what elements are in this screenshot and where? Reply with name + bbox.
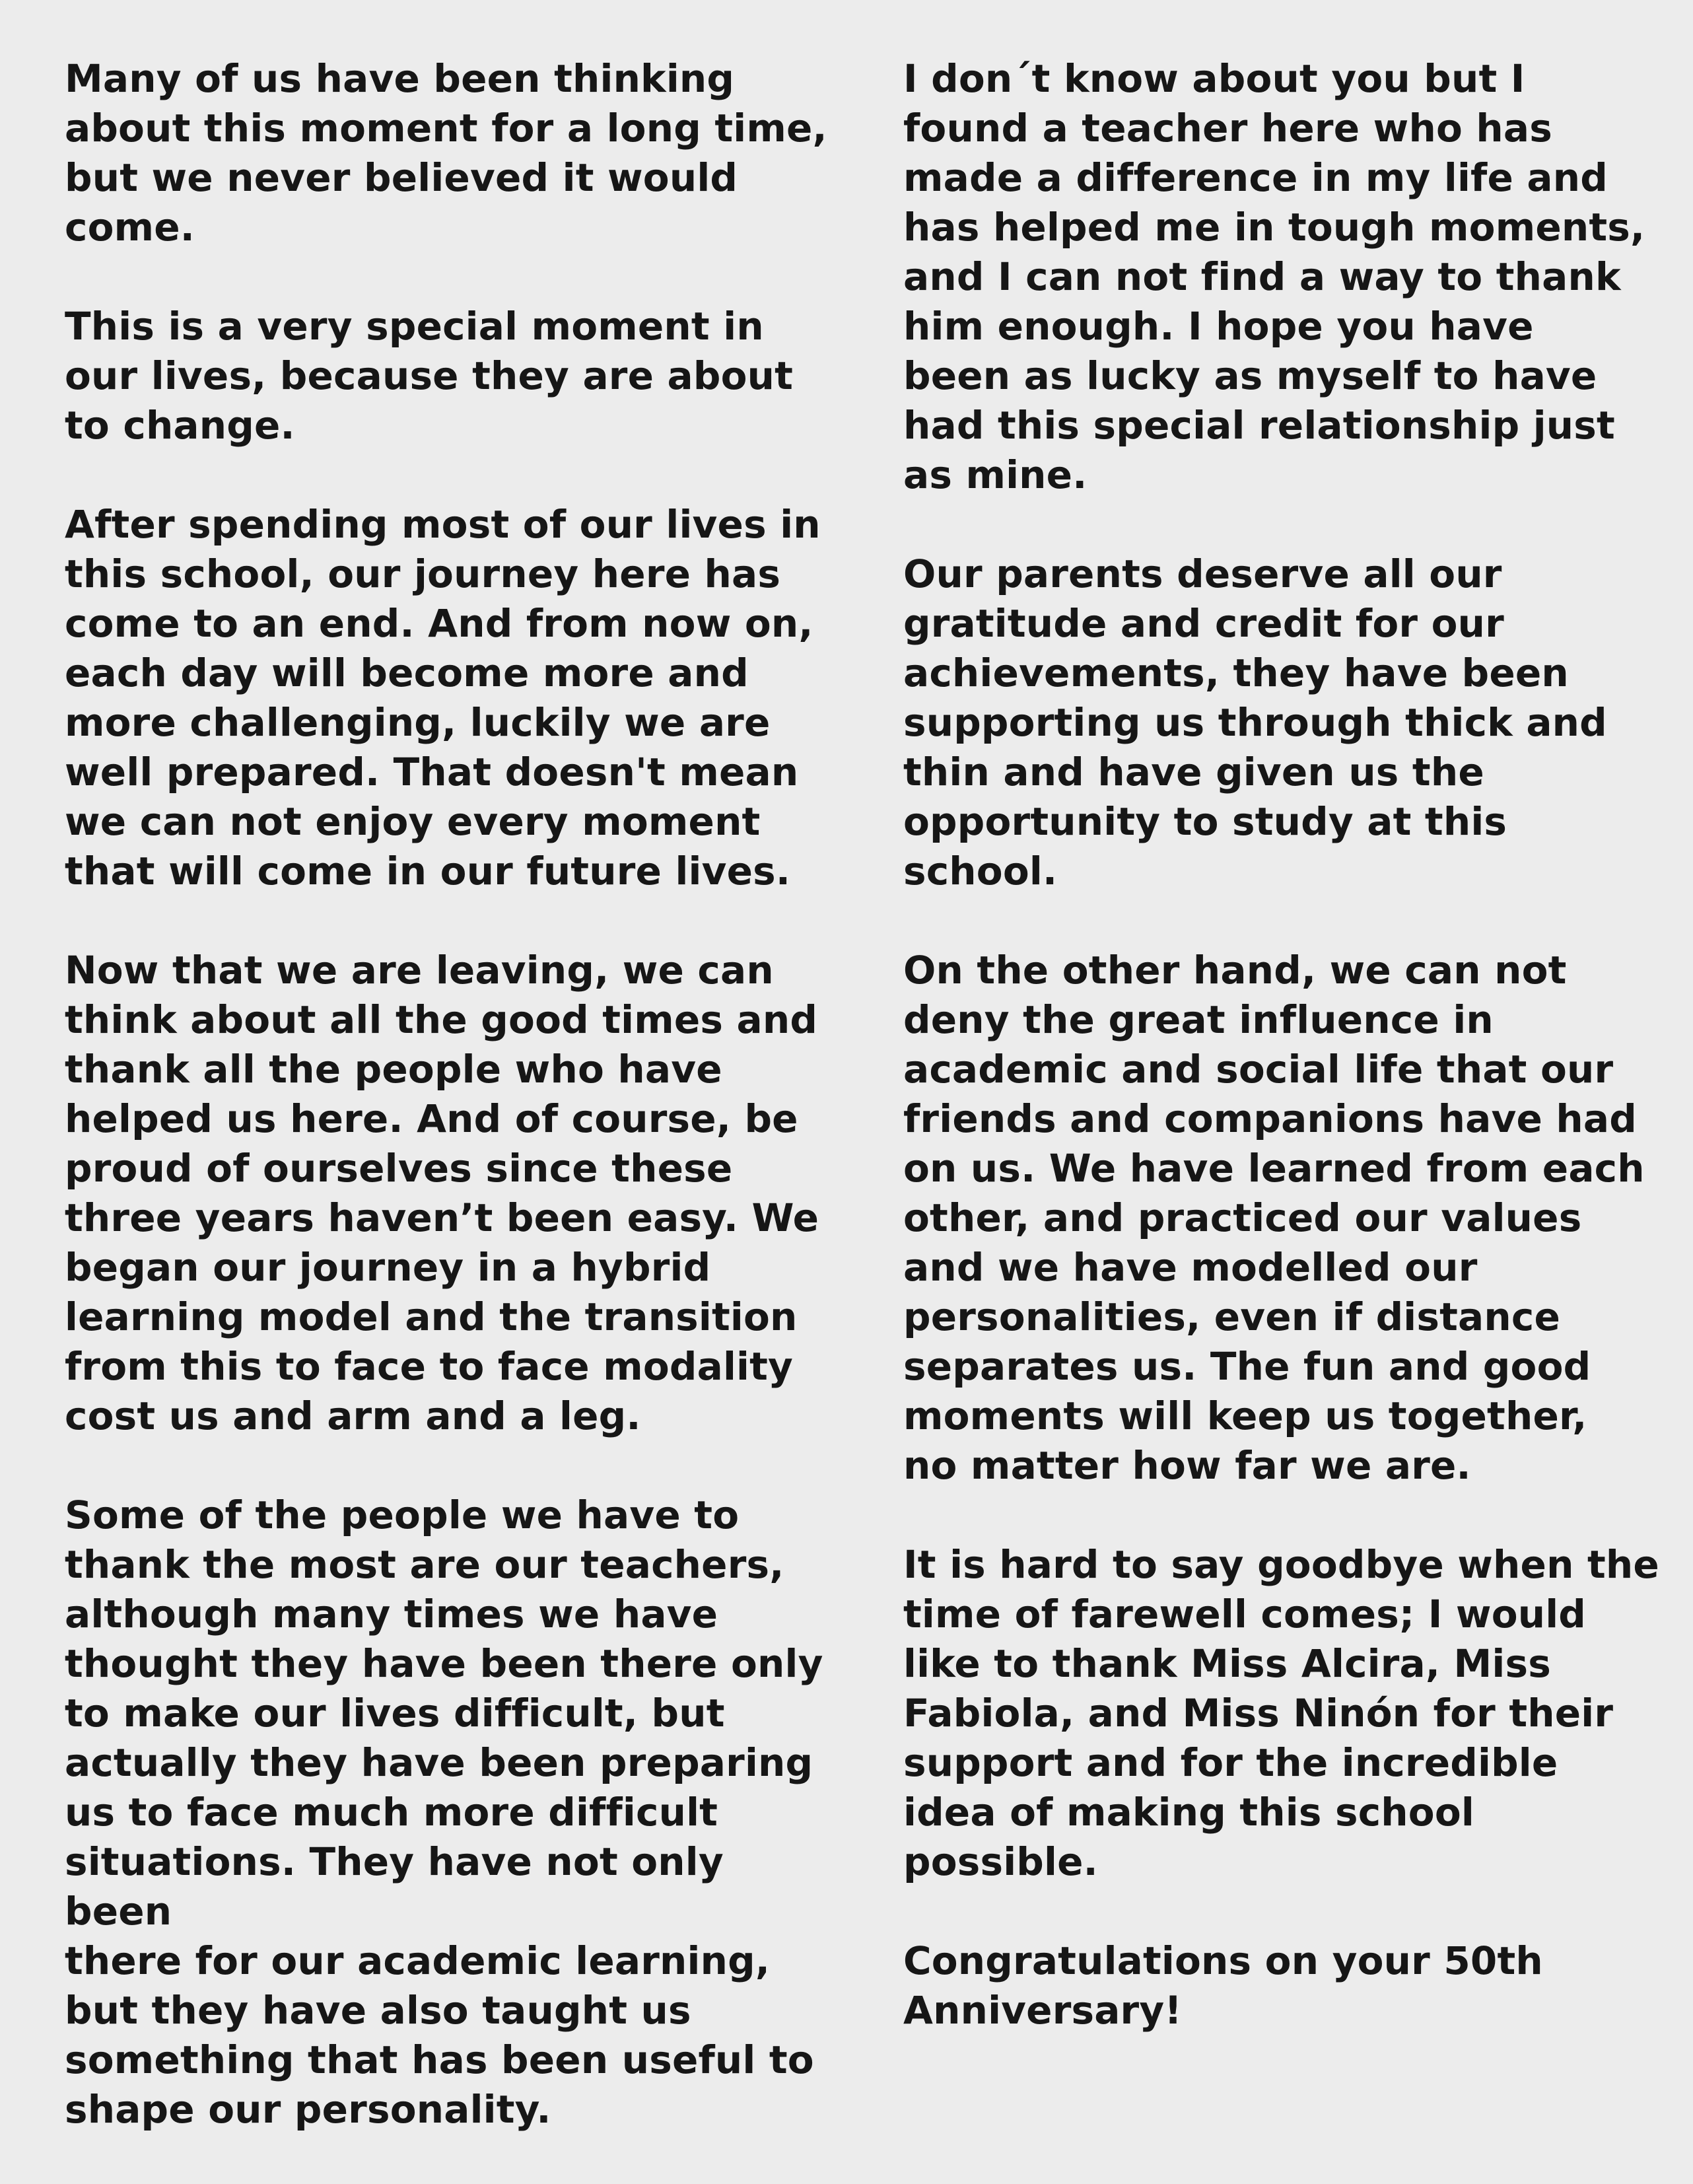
text-line: think about all the good times and	[65, 997, 818, 1042]
text-line: been as lucky as myself to have	[903, 353, 1597, 398]
text-line: Anniversary!	[903, 1988, 1183, 2033]
right-column	[903, 54, 1676, 2085]
text-line: Fabiola, and Miss Ninón for their	[903, 1691, 1614, 1736]
text-line: although many times we have	[65, 1592, 718, 1637]
text-line: thought they have been there only	[65, 1641, 823, 1686]
text-line: but we never believed it would	[65, 155, 738, 200]
text-line: moments will keep us together,	[903, 1393, 1587, 1438]
text-line: After spending most of our lives in	[65, 502, 821, 547]
paragraph	[903, 549, 1676, 896]
text-line: us to face much more difficult	[65, 1790, 718, 1835]
text-line: like to thank Miss Alcira, Miss	[903, 1641, 1551, 1686]
text-line: thin and have given us the	[903, 750, 1484, 794]
text-line: other, and practiced our values	[903, 1195, 1582, 1240]
text-line: Many of us have been thinking	[65, 56, 735, 101]
text-line: cost us and arm and a leg.	[65, 1393, 641, 1438]
text-line: but they have also taught us	[65, 1988, 691, 2033]
text-line: this school, our journey here has	[65, 551, 781, 596]
text-line: separates us. The fun and good	[903, 1344, 1591, 1389]
paragraph	[65, 54, 837, 252]
text-line: found a teacher here who has	[903, 106, 1552, 151]
text-line: gratitude and credit for our	[903, 601, 1504, 646]
text-line: as mine.	[903, 452, 1088, 497]
text-line: we can not enjoy every moment	[65, 799, 761, 844]
paragraph	[65, 1491, 837, 2134]
text-line: there for our academic learning,	[65, 1938, 771, 1983]
text-line: Our parents deserve all our	[903, 551, 1502, 596]
paragraph	[65, 302, 837, 450]
text-line: come.	[65, 205, 195, 250]
text-line: three years haven’t been easy. We	[65, 1195, 819, 1240]
text-line: possible.	[903, 1839, 1098, 1884]
text-line: to change.	[65, 403, 295, 448]
text-line: thank the most are our teachers,	[65, 1542, 784, 1587]
text-line: no matter how far we are.	[903, 1443, 1471, 1488]
text-line: Some of the people we have to	[65, 1493, 740, 1537]
paragraph	[903, 946, 1676, 1491]
text-line: well prepared. That doesn't mean	[65, 750, 799, 794]
text-line: to make our lives difficult, but	[65, 1691, 725, 1736]
text-line: helped us here. And of course, be	[65, 1096, 798, 1141]
text-line: school.	[903, 849, 1058, 894]
text-line: and we have modelled our	[903, 1245, 1478, 1290]
text-line: our lives, because they are about	[65, 353, 794, 398]
text-line: that will come in our future lives.	[65, 849, 791, 894]
text-line: made a difference in my life and	[903, 155, 1608, 200]
text-line: friends and companions have had	[903, 1096, 1637, 1141]
text-line: opportunity to study at this	[903, 799, 1507, 844]
text-line: him enough. I hope you have	[903, 304, 1534, 349]
text-line: deny the great influence in	[903, 997, 1494, 1042]
text-line: had this special relationship just	[903, 403, 1615, 448]
text-line: something that has been useful to	[65, 2037, 814, 2082]
text-line: more challenging, luckily we are	[65, 700, 771, 745]
text-line: about this moment for a long time,	[65, 106, 827, 151]
text-line: supporting us through thick and	[903, 700, 1607, 745]
text-line: began our journey in a hybrid	[65, 1245, 711, 1290]
closing-congratulations	[903, 1936, 1676, 2035]
text-line: idea of making this school	[903, 1790, 1474, 1835]
text-line: Congratulations on your 50th	[903, 1938, 1543, 1983]
text-line: This is a very special moment in	[65, 304, 764, 349]
text-line: each day will become more and	[65, 651, 749, 695]
text-line: come to an end. And from now on,	[65, 601, 813, 646]
text-line: learning model and the transition	[65, 1294, 798, 1339]
paragraph	[903, 1540, 1676, 1887]
paragraph	[903, 54, 1676, 500]
text-line: support and for the incredible	[903, 1740, 1558, 1785]
paragraph	[65, 500, 837, 896]
text-line: proud of ourselves since these	[65, 1146, 733, 1191]
text-line: from this to face to face modality	[65, 1344, 794, 1389]
text-line: I don´t know about you but I	[903, 56, 1525, 101]
left-column	[65, 54, 837, 2184]
text-line: On the other hand, we can not	[903, 948, 1567, 993]
text-line: and I can not find a way to thank	[903, 254, 1621, 299]
paragraph	[65, 946, 837, 1441]
text-line: achievements, they have been	[903, 651, 1569, 695]
text-line: academic and social life that our	[903, 1047, 1614, 1092]
text-line: time of farewell comes; I would	[903, 1592, 1587, 1637]
text-line: has helped me in tough moments,	[903, 205, 1645, 250]
text-line: on us. We have learned from each	[903, 1146, 1645, 1191]
text-line: It is hard to say goodbye when the	[903, 1542, 1659, 1587]
text-line: actually they have been preparing	[65, 1740, 813, 1785]
text-line: thank all the people who have	[65, 1047, 722, 1092]
text-line: situations. They have not only been	[65, 1839, 724, 1934]
text-line: personalities, even if distance	[903, 1294, 1560, 1339]
text-line: shape our personality.	[65, 2087, 551, 2132]
text-line: Now that we are leaving, we can	[65, 948, 774, 993]
